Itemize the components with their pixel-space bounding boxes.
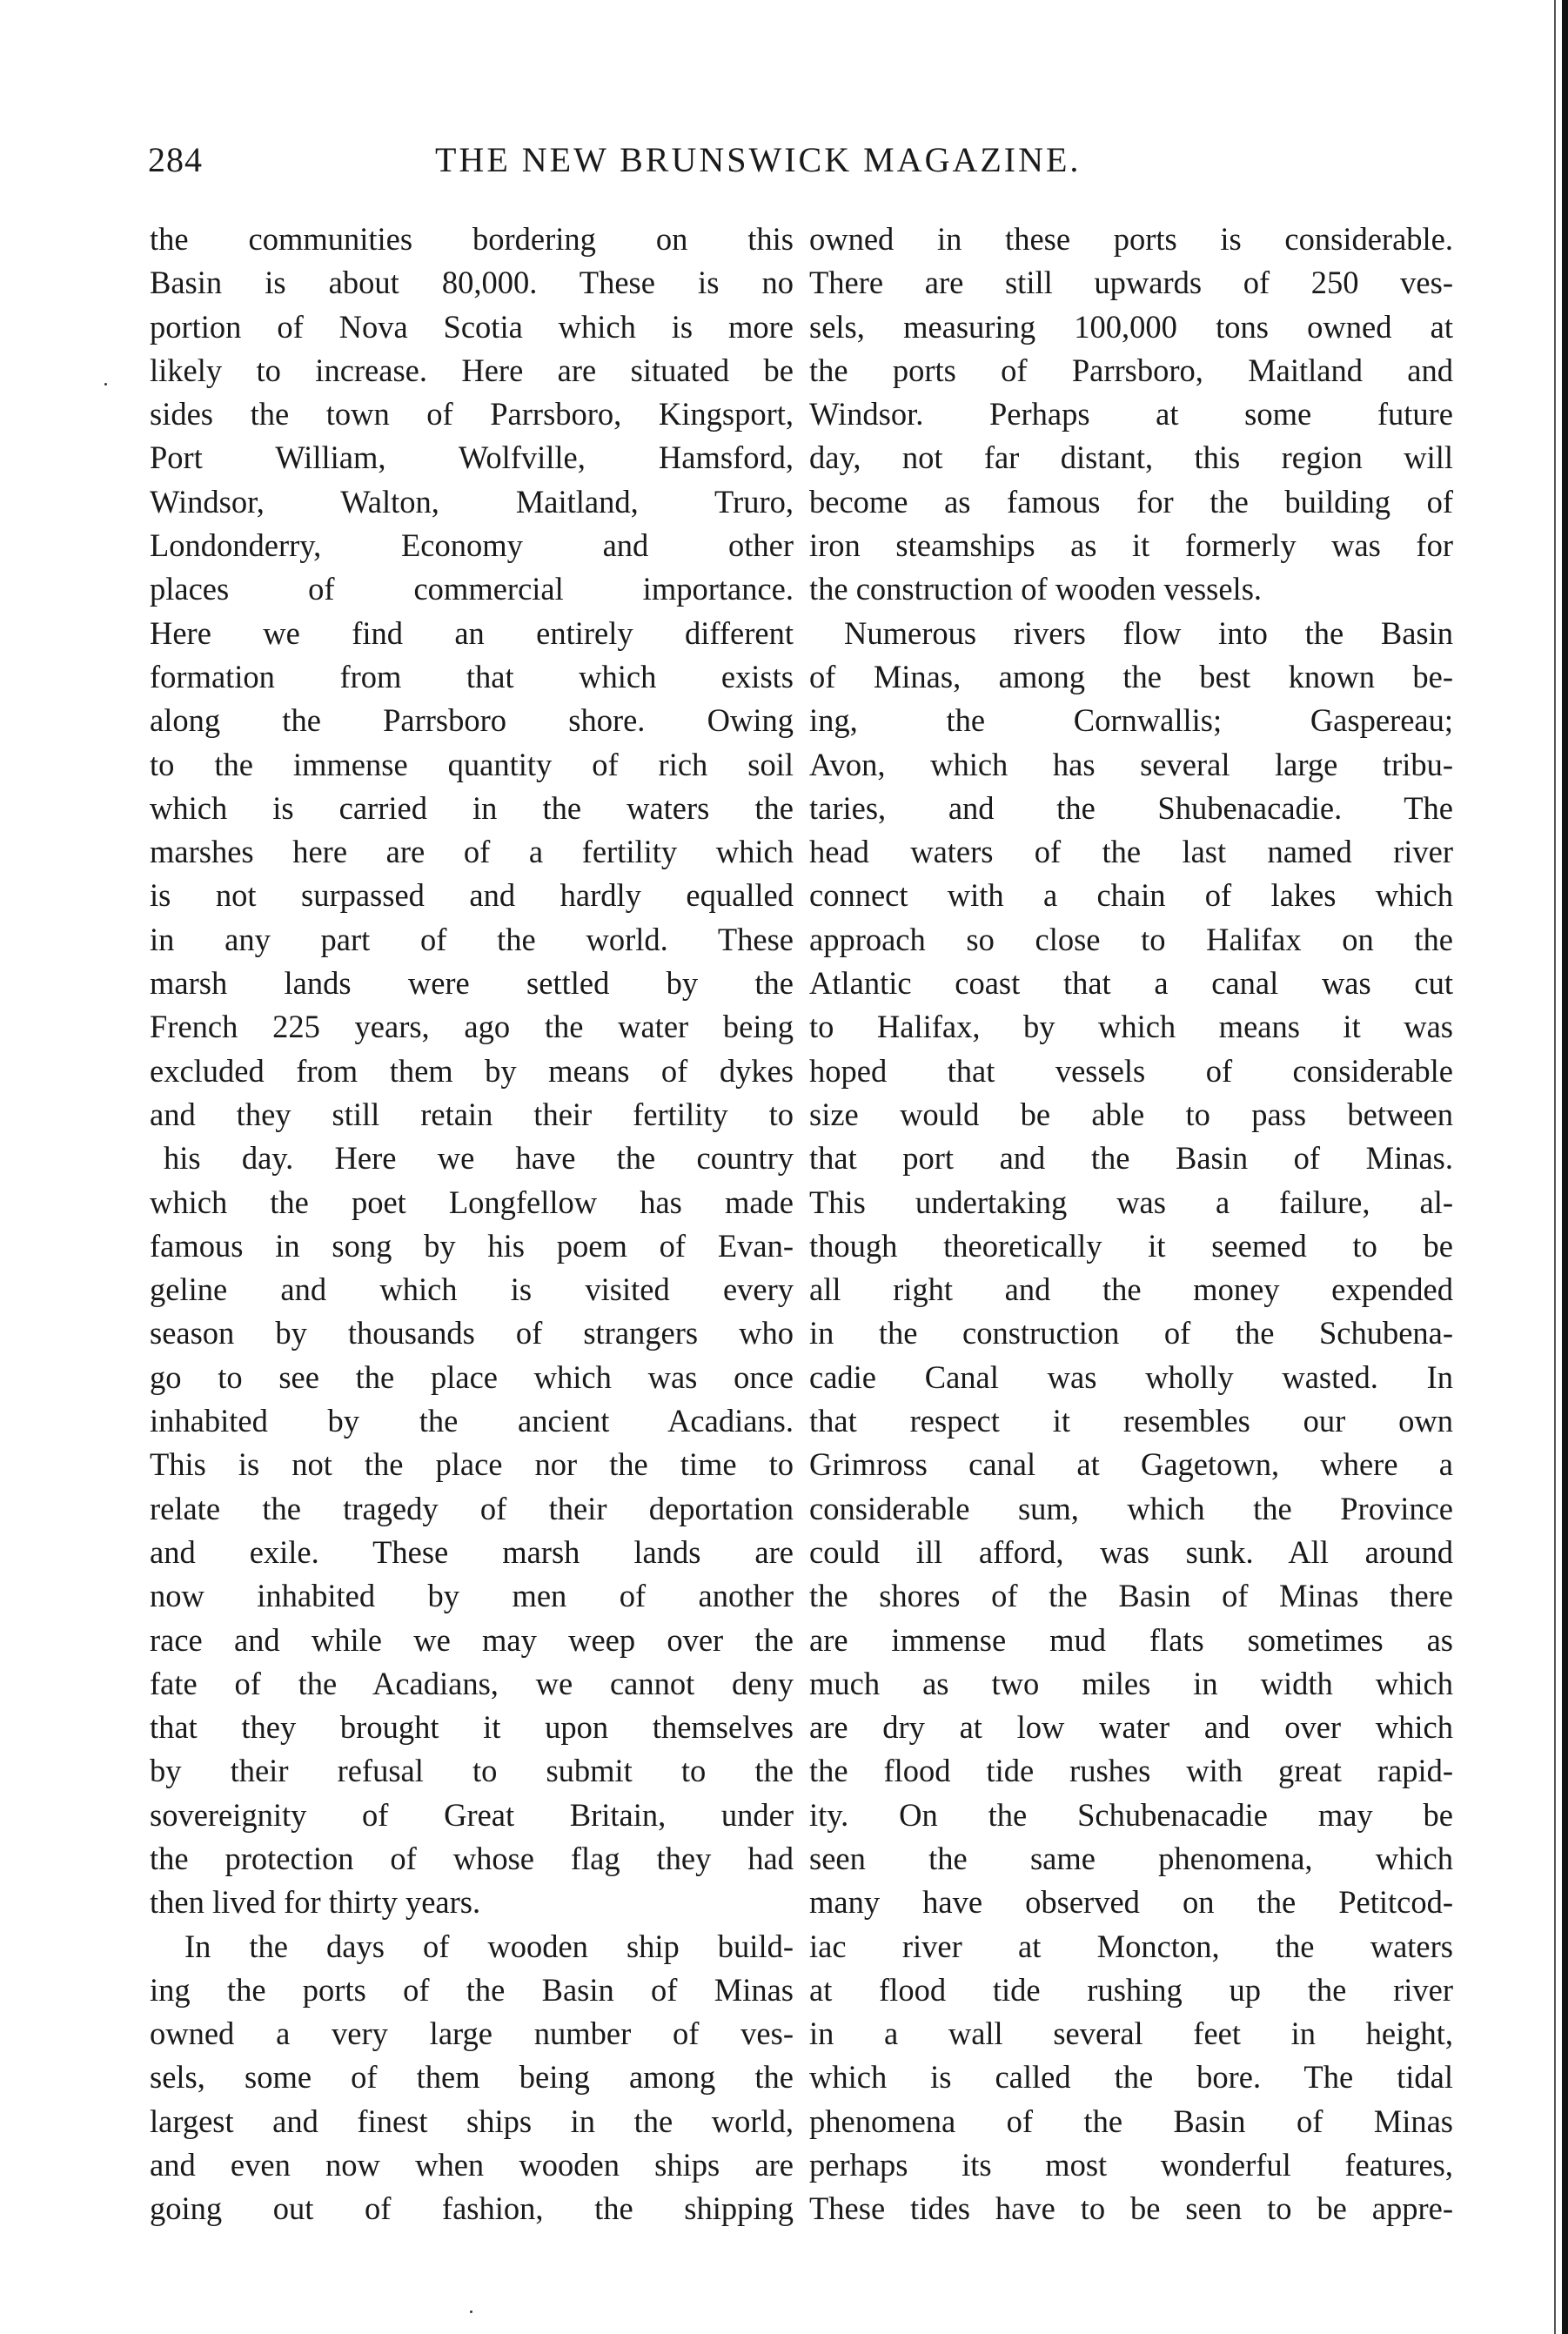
text-line: portion of Nova Scotia which is more [150,308,794,345]
text-line: become as famous for the building of [809,483,1453,520]
text-line: considerable sum, which the Province [809,1490,1453,1526]
text-line: his day. Here we have the country [164,1140,794,1177]
text-line: season by thousands of strangers who [150,1315,794,1351]
text-line: marsh lands were settled by the [150,965,794,1002]
text-line: excluded from them by means of dykes [150,1052,794,1089]
text-line: head waters of the last named river [809,834,1453,870]
text-line: formation from that which exists [150,658,794,694]
text-line: There are still upwards of 250 ves- [809,265,1453,301]
text-line: the flood tide rushes with great rapid- [809,1753,1453,1789]
text-line: are dry at low water and over which [809,1709,1453,1746]
text-line: sides the town of Parrsboro, Kingsport, [150,396,794,433]
text-line: Basin is about 80,000. These is no [150,265,794,301]
text-line: French 225 years, ago the water being [150,1009,794,1045]
text-line: go to see the place which was once [150,1358,794,1395]
text-line: along the Parrsboro shore. Owing [150,702,794,739]
text-line: famous in song by his poem of Evan- [150,1227,794,1264]
text-line: which is called the bore. The tidal [809,2059,1453,2096]
text-line: ity. On the Schubenacadie may be [809,1796,1453,1833]
text-line: likely to increase. Here are situated be [150,352,794,388]
text-line: relate the tragedy of their deportation [150,1490,794,1526]
text-line: much as two miles in width which [809,1665,1453,1701]
text-line: Windsor. Perhaps at some future [809,396,1453,433]
text-line: This is not the place nor the time to [150,1446,794,1483]
text-line: Windsor, Walton, Maitland, Truro, [150,483,794,520]
text-line: and exile. These marsh lands are [150,1533,794,1570]
text-line: could ill afford, was sunk. All around [809,1533,1453,1570]
text-line: owned in these ports is considerable. [809,221,1453,257]
text-line: size would be able to pass between [809,1096,1453,1132]
text-line: inhabited by the ancient Acadians. [150,1403,794,1439]
text-line: to the immense quantity of rich soil [150,746,794,782]
text-line: geline and which is visited every [150,1271,794,1308]
text-line: that port and the Basin of Minas. [809,1140,1453,1177]
text-line: many have observed on the Petitcod- [809,1884,1453,1921]
text-line: in a wall several feet in height, [809,2015,1453,2052]
text-line: largest and finest ships in the world, [150,2103,794,2139]
text-line: taries, and the Shubenacadie. The [809,789,1453,826]
text-line: sels, some of them being among the [150,2059,794,2096]
page-edge-rule [1562,0,1568,2334]
text-line: connect with a chain of lakes which [809,877,1453,914]
page-edge-shadow [1554,0,1556,2334]
text-line: iron steamships as it formerly was for [809,527,1453,564]
right-text-column [809,218,1453,2231]
text-line: iac river at Moncton, the waters [809,1928,1453,1964]
text-line: though theoretically it seemed to be [809,1227,1453,1264]
text-line: hoped that vessels of considerable [809,1052,1453,1089]
text-line: These tides have to be seen to be appre- [809,2190,1453,2227]
text-line: is not surpassed and hardly equalled [150,877,794,914]
text-line: cadie Canal was wholly wasted. In [809,1358,1453,1395]
text-line: Atlantic coast that a canal was cut [809,965,1453,1002]
text-line: the communities bordering on this [150,221,794,257]
text-line: fate of the Acadians, we cannot deny [150,1665,794,1701]
text-line: of Minas, among the best known be- [809,658,1453,694]
text-line: the ports of Parrsboro, Maitland and [809,352,1453,388]
text-line: Port William, Wolfville, Hamsford, [150,439,794,476]
text-line: seen the same phenomena, which [809,1840,1453,1876]
text-line: by their refusal to submit to the [150,1753,794,1789]
text-line: sovereignity of Great Britain, under [150,1796,794,1833]
text-line: all right and the money expended [809,1271,1453,1308]
text-line: going out of fashion, the shipping [150,2190,794,2227]
text-line: are immense mud flats sometimes as [809,1621,1453,1658]
text-line: at flood tide rushing up the river [809,1971,1453,2008]
text-line: that they brought it upon themselves [150,1709,794,1746]
text-line: the protection of whose flag they had [150,1840,794,1876]
text-line: Grimross canal at Gagetown, where a [809,1446,1453,1483]
text-line: the shores of the Basin of Minas there [809,1578,1453,1614]
text-line: In the days of wooden ship build- [184,1928,794,1964]
text-line: ing, the Cornwallis; Gaspereau; [809,702,1453,739]
text-line: then lived for thirty years. [150,1884,481,1921]
left-text-column [150,218,794,2231]
text-line: that respect it resembles our own [809,1403,1453,1439]
text-line: race and while we may weep over the [150,1621,794,1658]
text-line: Londonderry, Economy and other [150,527,794,564]
text-line: which the poet Longfellow has made [150,1184,794,1220]
text-line: day, not far distant, this region will [809,439,1453,476]
text-line: places of commercial importance. [150,571,794,607]
text-line: and even now when wooden ships are [150,2147,794,2183]
page-header [148,139,1436,191]
text-line: owned a very large number of ves- [150,2015,794,2052]
text-line: Here we find an entirely different [150,614,794,651]
text-line: perhaps its most wonderful features, [809,2147,1453,2183]
text-line: Avon, which has several large tribu- [809,746,1453,782]
text-line: the construction of wooden vessels. [809,571,1263,607]
text-line: which is carried in the waters the [150,789,794,826]
text-line: approach so close to Halifax on the [809,921,1453,957]
text-line: phenomena of the Basin of Minas [809,2103,1453,2139]
running-title: THE NEW BRUNSWICK MAGAZINE. [435,140,1082,179]
text-line: in the construction of the Schubena- [809,1315,1453,1351]
text-line: ing the ports of the Basin of Minas [150,1971,794,2008]
text-line: This undertaking was a failure, al- [809,1184,1453,1220]
text-line: in any part of the world. These [150,921,794,957]
print-speck [470,2311,472,2313]
print-speck [104,383,107,386]
text-line: and they still retain their fertility to [150,1096,794,1132]
text-line: sels, measuring 100,000 tons owned at [809,308,1453,345]
text-line: Numerous rivers flow into the Basin [844,614,1453,651]
text-line: marshes here are of a fertility which [150,834,794,870]
page-number: 284 [148,140,203,179]
text-line: to Halifax, by which means it was [809,1009,1453,1045]
text-line: now inhabited by men of another [150,1578,794,1614]
